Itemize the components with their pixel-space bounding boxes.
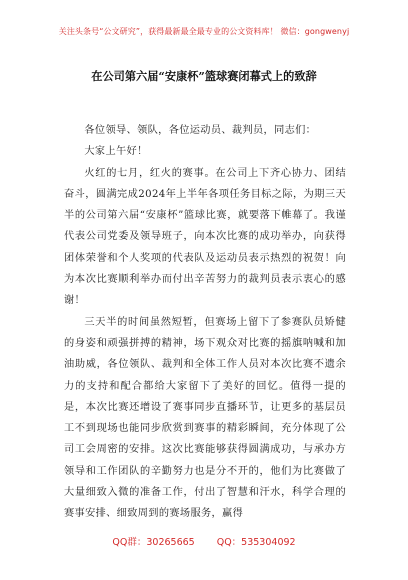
- qq-number: QQ：535304092: [216, 537, 296, 548]
- contact-footer: [0, 534, 408, 548]
- paragraph: 三天半的时间虽然短暂，但赛场上留下了参赛队员矫健的身姿和顽强拼搏的精神，场下观众对比赛的摇旗呐喊和加油助威，各位领队、裁判和全体工作人员对本次比赛不遗余力的支持和配合都给大家留下了美好的回忆。值得一提的是，本次比赛还增设了赛事同步直播环节，让更多的基层员工不到现场也能同步欣赏到赛事的精彩瞬间，充分体现了公司工会周密的安排。这次比赛能够获得圆满成功，与承办方领导和工作团队的辛勤努力也是分不开的，他们为比赛做了大量细致入微的准备工作，付出了智慧和汗水，科学合理的赛事安排、细致周到的赛场服务，赢得: [64, 316, 346, 520]
- document-body: [64, 120, 346, 525]
- promo-banner: 关注头条号“公文研究”，获得最新最全最专业的公文资料库！ 微信：gongwenyj: [58, 27, 350, 36]
- qq-group-number: QQ群：30265665: [112, 537, 195, 548]
- document-title: 在公司第六届“安康杯”篮球赛闭幕式上的致辞: [91, 69, 317, 83]
- greeting: 大家上午好！: [84, 146, 148, 158]
- salutation: 各位领导、领队，各位运动员、裁判员，同志们：: [84, 125, 317, 136]
- paragraph: 火红的七月，红火的赛事。在公司上下齐心协力、团结奋斗，圆满完成2024年上半年各项任务目标之际，为期三天半的公司第六届“安康杯”篮球比赛，就要落下帷幕了。我谨代表公司党委及领导班子，向本次比赛的成功举办，向获得团体荣誉和个人奖项的代表队及运动员表示热烈的祝贺！向为本次比赛顺利举办而付出辛苦努力的裁判员表示衷心的感谢！: [64, 167, 346, 307]
